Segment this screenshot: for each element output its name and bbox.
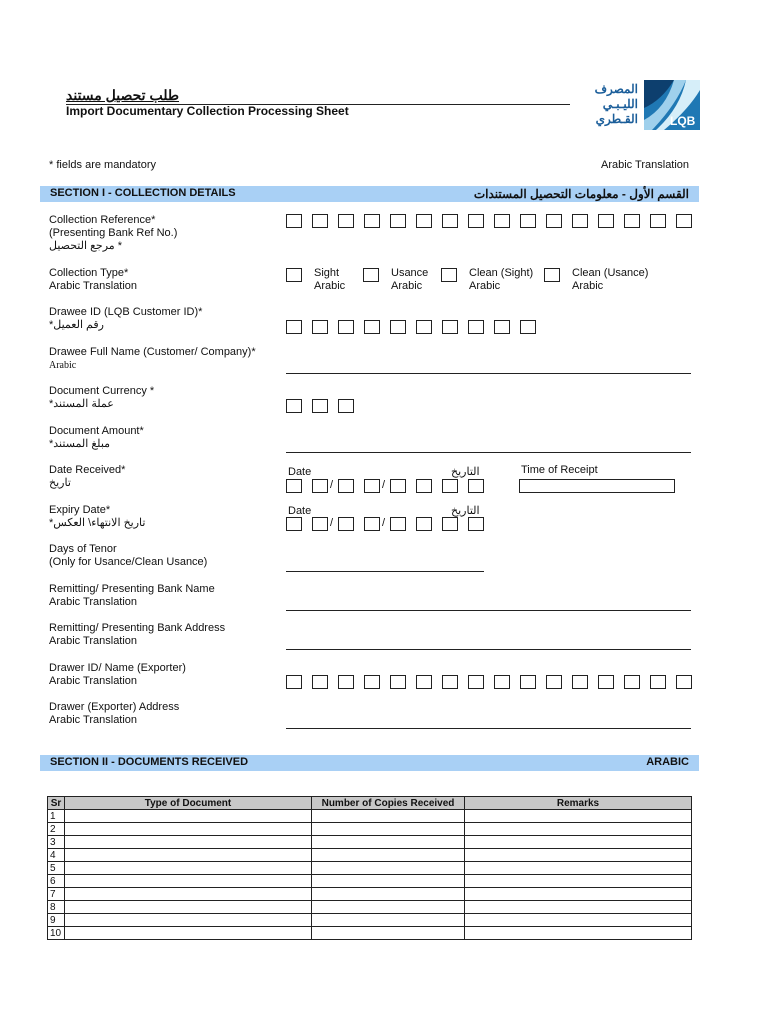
table-row: 2 bbox=[48, 823, 692, 836]
drawer-address-input[interactable] bbox=[286, 728, 691, 729]
table-row: 1 bbox=[48, 810, 692, 823]
date-received-label: Date Received* تاريخ bbox=[49, 464, 126, 489]
days-of-tenor-label: Days of Tenor (Only for Usance/Clean Usance) bbox=[49, 543, 208, 568]
remitting-bank-name-label: Remitting/ Presenting Bank Name Arabic Translation bbox=[49, 583, 215, 608]
table-row: 10 bbox=[48, 927, 692, 940]
logo-line-1: المصرف bbox=[594, 82, 638, 96]
form-title-arabic: طلب تحصيل مستند bbox=[66, 87, 179, 103]
col-type-of-document: Type of Document bbox=[65, 797, 312, 810]
collection-type-label: Collection Type* Arabic Translation bbox=[49, 267, 138, 292]
table-row: 5 bbox=[48, 862, 692, 875]
logo-line-3: القـطري bbox=[595, 112, 638, 126]
sight-checkbox[interactable] bbox=[286, 268, 302, 282]
drawee-name-input[interactable] bbox=[286, 373, 691, 374]
clean-usance-checkbox[interactable] bbox=[544, 268, 560, 282]
table-row: 4 bbox=[48, 849, 692, 862]
date-received-input[interactable]: / / bbox=[286, 479, 486, 495]
table-row: 6 bbox=[48, 875, 692, 888]
usance-checkbox[interactable] bbox=[363, 268, 379, 282]
section-2-header bbox=[40, 755, 699, 771]
drawee-id-input[interactable] bbox=[286, 320, 546, 336]
remitting-bank-name-input[interactable] bbox=[286, 610, 691, 611]
logo-text: LQB bbox=[670, 114, 696, 128]
table-row: 7 bbox=[48, 888, 692, 901]
days-of-tenor-input[interactable] bbox=[286, 571, 484, 572]
table-row: 9 bbox=[48, 914, 692, 927]
document-currency-input[interactable] bbox=[286, 399, 356, 415]
remitting-bank-address-input[interactable] bbox=[286, 649, 691, 650]
time-of-receipt-label: Time of Receipt bbox=[521, 464, 598, 476]
logo-line-2: الليـبـي bbox=[602, 97, 638, 111]
bank-logo bbox=[580, 80, 700, 130]
section-1-header bbox=[40, 186, 699, 202]
documents-table bbox=[47, 796, 692, 940]
form-title: Import Documentary Collection Processing Sheet bbox=[66, 104, 349, 118]
table-row: 8 bbox=[48, 901, 692, 914]
remitting-bank-address-label: Remitting/ Presenting Bank Address Arabic Translation bbox=[49, 622, 226, 647]
col-sr: Sr bbox=[48, 797, 65, 810]
drawee-name-label: Drawee Full Name (Customer/ Company)* Arabic bbox=[49, 346, 256, 371]
section-2-title: SECTION II - DOCUMENTS RECEIVED bbox=[50, 756, 249, 768]
drawer-id-input[interactable] bbox=[286, 675, 696, 691]
expiry-date-date-label-arabic: التاريخ bbox=[451, 505, 480, 517]
time-of-receipt-input[interactable] bbox=[519, 479, 675, 493]
collection-reference-input[interactable] bbox=[286, 214, 696, 230]
clean-sight-checkbox[interactable] bbox=[441, 268, 457, 282]
section-2-title-arabic: ARABIC bbox=[646, 756, 689, 768]
document-currency-label: Document Currency * عملة المستند* bbox=[49, 385, 155, 410]
col-copies-received: Number of Copies Received bbox=[312, 797, 465, 810]
table-row: 3 bbox=[48, 836, 692, 849]
mandatory-note: * fields are mandatory bbox=[49, 159, 156, 171]
drawee-id-label: Drawee ID (LQB Customer ID)* رقم العميل* bbox=[49, 306, 203, 331]
drawer-address-label: Drawer (Exporter) Address Arabic Translation bbox=[49, 701, 180, 726]
section-1-title: SECTION I - COLLECTION DETAILS bbox=[50, 187, 236, 199]
usance-option-label: Usance Arabic bbox=[391, 267, 429, 292]
expiry-date-input[interactable]: / / bbox=[286, 517, 486, 533]
collection-reference-label: Collection Reference* (Presenting Bank Ref No.) * مرجع التحصيل bbox=[49, 214, 178, 252]
document-amount-input[interactable] bbox=[286, 452, 691, 453]
date-received-date-label: Date bbox=[288, 466, 312, 478]
document-amount-label: Document Amount* مبلغ المستند* bbox=[49, 425, 144, 450]
sight-option-label: Sight Arabic bbox=[314, 267, 346, 292]
expiry-date-date-label: Date bbox=[288, 505, 312, 517]
clean-sight-option-label: Clean (Sight) Arabic bbox=[469, 267, 534, 292]
section-1-title-arabic: القسم الأول - معلومات التحصيل المستندات bbox=[473, 187, 689, 201]
arabic-translation-note: Arabic Translation bbox=[601, 159, 690, 171]
drawer-id-label: Drawer ID/ Name (Exporter) Arabic Translation bbox=[49, 662, 186, 687]
col-remarks: Remarks bbox=[465, 797, 692, 810]
expiry-date-label: Expiry Date* تاريخ الانتهاء\ العكس* bbox=[49, 504, 146, 529]
date-received-date-label-arabic: التاريخ bbox=[451, 466, 480, 478]
clean-usance-option-label: Clean (Usance) Arabic bbox=[572, 267, 649, 292]
table-header-row bbox=[48, 797, 692, 810]
